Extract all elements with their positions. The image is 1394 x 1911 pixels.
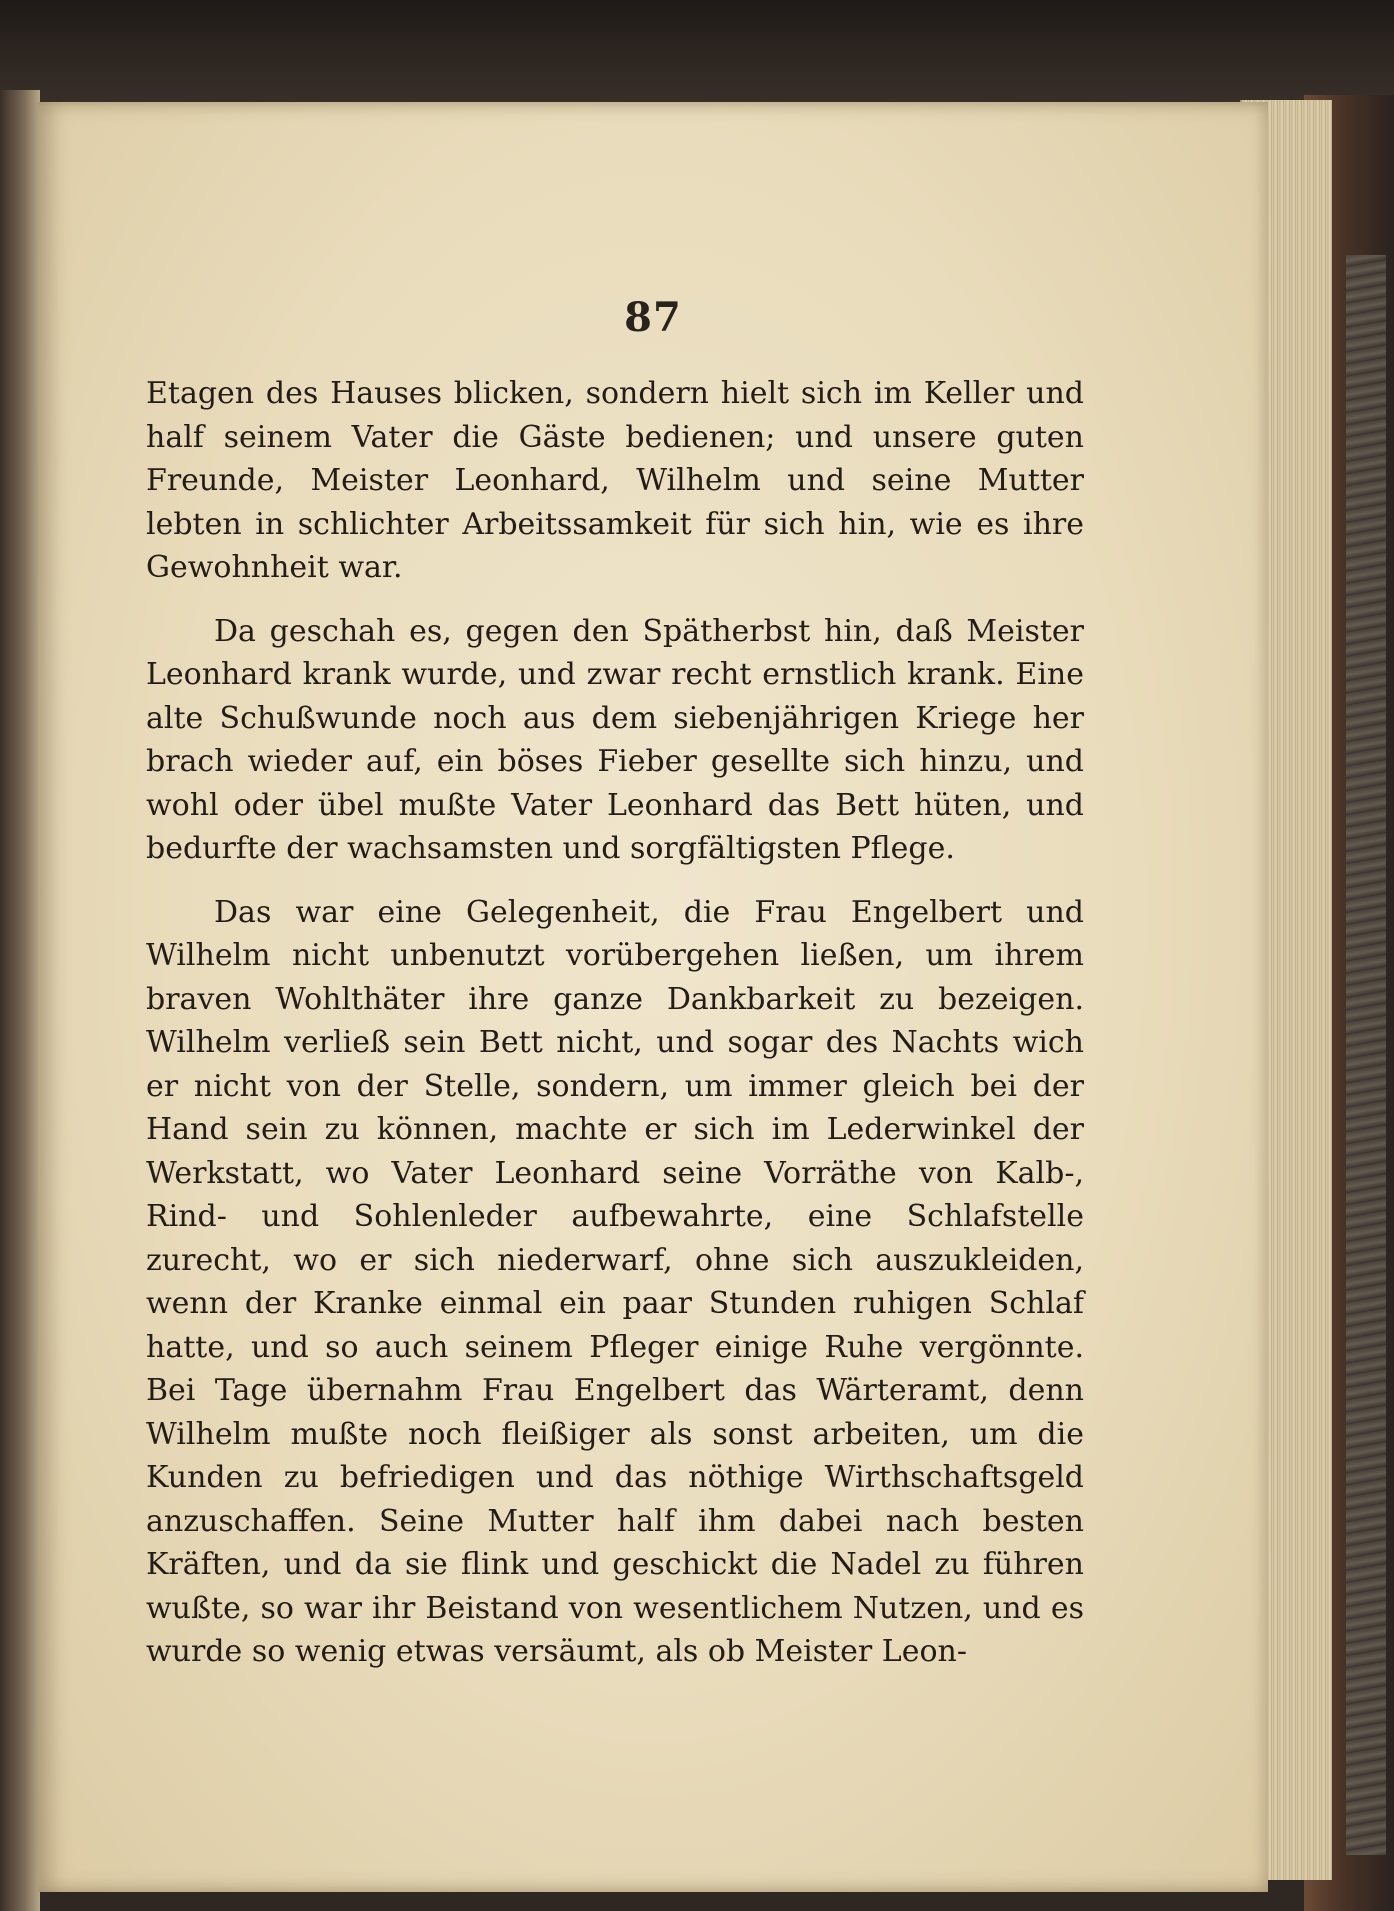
paragraph-2: Da geschah es, gegen den Spätherbst hin, daß Meister Leonhard krank wurde, und zwar recht ernstlich krank. Eine alte Schußwunde noch aus dem siebenjährigen Kriege her brach wieder auf, ein böses Fieber gesellte sich hinzu, und wohl oder übel mußte Vater Leonhard das Bett hüten, und bedurfte der wachsamsten und sorgfältigsten Pflege. <box>146 613 1084 866</box>
body-text <box>146 372 1084 1694</box>
book-spine <box>0 90 40 1911</box>
paragraph-3: Das war eine Gelegenheit, die Frau Engelbert und Wilhelm nicht unbenutzt vorübergehen ließen, um ihrem braven Wohlthäter ihre ganze Dankbarkeit zu bezeigen. Wilhelm verließ sein Bett nicht, und sogar des Nachts wich er nicht von der Stelle, sondern, um immer gleich bei der Hand sein zu können, machte er sich im Lederwinkel der Werkstatt, wo Vater Leonhard seine Vorräthe von Kalb-, Rind- und Sohlenleder aufbewahrte, eine Schlafstelle zurecht, wo er sich niederwarf, ohne sich auszukleiden, wenn der Kranke einmal ein paar Stunden ruhigen Schlaf hatte, und so auch seinem Pfleger einige Ruhe vergönnte. Bei Tage übernahm Frau Engelbert das Wärteramt, denn Wilhelm mußte noch fleißiger als sonst arbeiten, um die Kunden zu befriedigen und das nöthige Wirthschaftsgeld anzuschaffen. Seine Mutter half ihm dabei nach besten Kräften, und da sie flink und geschickt die Nadel zu führen wußte, so war ihr Beistand von wesentlichem Nutzen, und es wurde so wenig etwas versäumt, als ob Meister Leon- <box>146 894 1084 1669</box>
page-number: 87 <box>624 294 682 341</box>
scan-background <box>0 0 1394 110</box>
paragraph-1: Etagen des Hauses blicken, sondern hielt sich im Keller und half seinem Vater die Gäste bedienen; und unsere guten Freunde, Meister Leonhard, Wilhelm und seine Mutter lebten in schlichter Arbeitssamkeit für sich hin, wie es ihre Gewohnheit war. <box>146 376 1084 585</box>
marbled-cover-pattern <box>1346 255 1386 1855</box>
book-page <box>38 102 1268 1892</box>
